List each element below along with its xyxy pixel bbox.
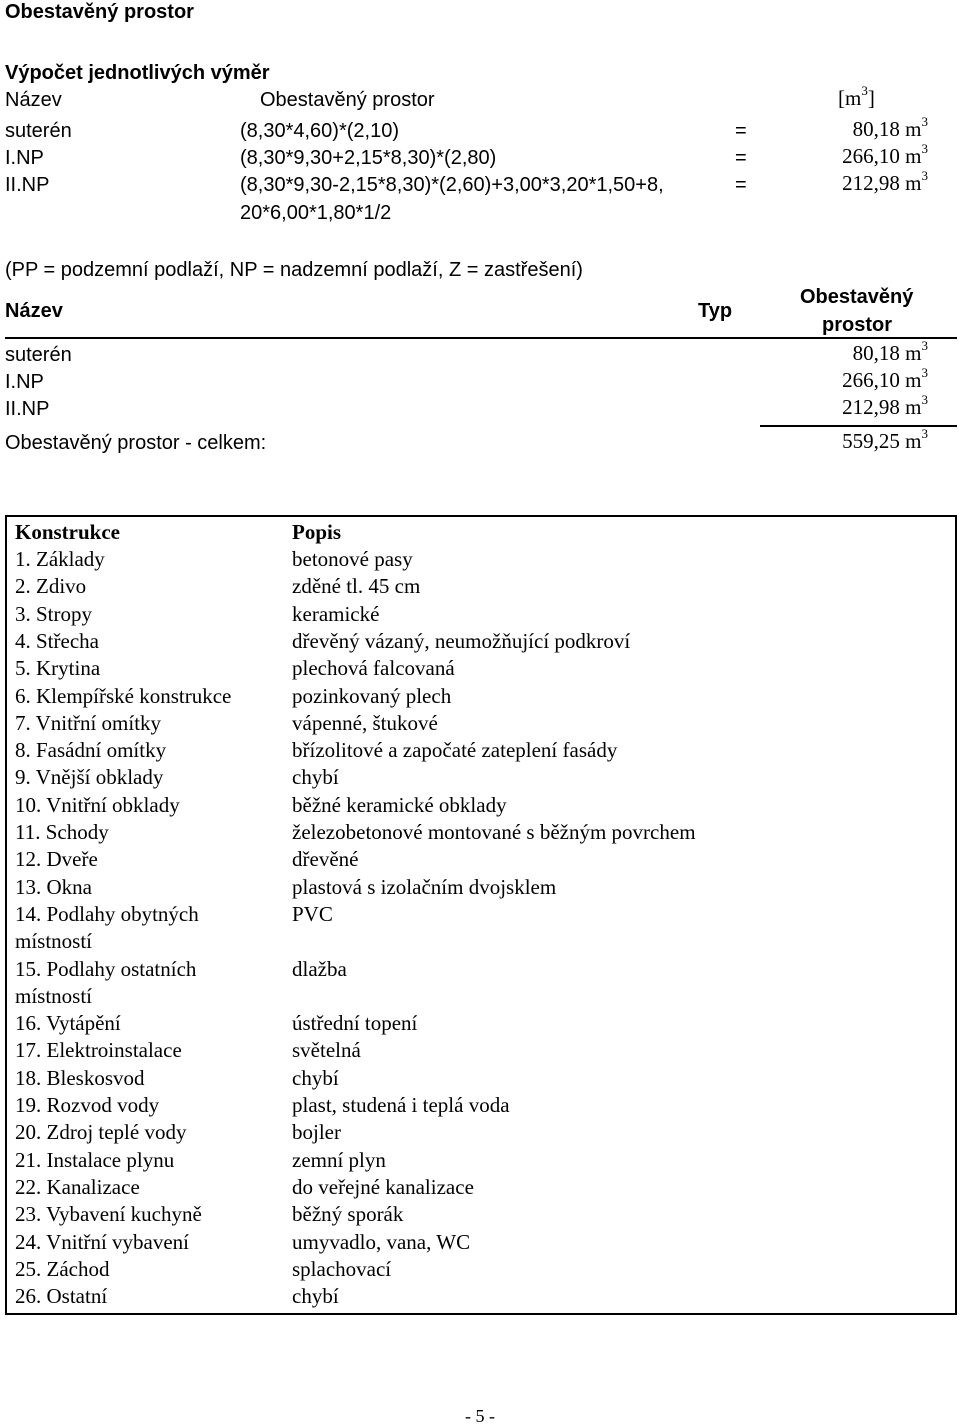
calc-row-value: 80,18 $m^3$: [852, 114, 928, 141]
construction-desc: běžný sporák: [292, 1202, 404, 1227]
construction-name: 17. Elektroinstalace: [15, 1038, 182, 1063]
calc-row-value: 212,98 $m^3$: [842, 168, 928, 195]
construction-desc: do veřejné kanalizace: [292, 1174, 474, 1199]
construction-name: 12. Dveře: [15, 847, 98, 872]
construction-name: 1. Základy: [15, 547, 105, 571]
construction-desc: vápenné, štukové: [292, 710, 438, 735]
construction-desc: dřevěný vázaný, neumožňující podkroví: [292, 628, 631, 653]
constructions-table: [5, 515, 957, 1315]
calc-header-name: Název: [5, 89, 62, 111]
summary-row-name: I.NP: [5, 371, 44, 393]
construction-name: 13. Okna: [15, 874, 92, 899]
construction-name: 3. Stropy: [15, 601, 93, 626]
construction-name: 16. Vytápění: [15, 1011, 121, 1036]
construction-desc: plastová s izolačním dvojsklem: [292, 874, 557, 899]
summary-row-name: suterén: [5, 344, 72, 366]
construction-name: 4. Střecha: [15, 628, 99, 653]
construction-name: 14. Podlahy obytných místností: [15, 901, 199, 953]
constructions-header-name: Konstrukce: [15, 520, 120, 544]
summary-row-value: 80,18 $m^3$: [852, 338, 928, 365]
construction-name: 20. Zdroj teplé vody: [15, 1120, 187, 1145]
construction-desc: dlažba: [292, 956, 347, 981]
construction-desc: splachovací: [292, 1256, 392, 1281]
calc-row-formula-cont: 20*6,00*1,80*1/2: [240, 202, 392, 224]
constructions-header-desc: Popis: [292, 520, 342, 544]
summary-header-name: Název: [5, 300, 63, 322]
calc-heading: Výpočet jednotlivých výměr: [5, 62, 270, 84]
summary-header-volume-line1: Obestavěný: [800, 286, 914, 308]
construction-name: 9. Vnější obklady: [15, 765, 164, 790]
construction-name: 18. Bleskosvod: [15, 1065, 145, 1090]
calc-row-name: II.NP: [5, 174, 50, 196]
summary-total-value: 559,25 $m^3$: [842, 426, 928, 453]
construction-name: 2. Zdivo: [15, 574, 87, 599]
page-title: Obestavěný prostor: [5, 1, 194, 23]
construction-desc: bojler: [292, 1120, 341, 1145]
summary-total-label: Obestavěný prostor - celkem:: [5, 432, 267, 454]
calc-header-formula: Obestavěný prostor: [260, 89, 435, 111]
construction-desc: chybí: [292, 1284, 339, 1309]
construction-desc: železobetonové montované s běžným povrchem: [292, 820, 696, 844]
summary-row-value: 212,98 $m^3$: [842, 392, 928, 419]
construction-desc: světelná: [292, 1038, 361, 1063]
calc-row-name: suterén: [5, 120, 72, 142]
calc-row-eq: =: [735, 147, 747, 169]
construction-desc: betonové pasy: [292, 547, 413, 571]
construction-desc: běžné keramické obklady: [292, 792, 507, 817]
construction-desc: plechová falcovaná: [292, 656, 455, 681]
construction-desc: chybí: [292, 1065, 339, 1090]
construction-name: 26. Ostatní: [15, 1284, 108, 1309]
summary-header-volume-line2: prostor: [822, 314, 892, 336]
calc-row-eq: =: [735, 120, 747, 142]
construction-name: 5. Krytina: [15, 656, 101, 681]
construction-name: 15. Podlahy ostatních místností: [15, 956, 197, 1008]
summary-row-name: II.NP: [5, 398, 50, 420]
construction-name: 22. Kanalizace: [15, 1174, 140, 1199]
construction-name: 6. Klempířské konstrukce: [15, 683, 232, 708]
page-number: - 5 -: [465, 1406, 495, 1426]
summary-header-type: Typ: [698, 300, 733, 322]
construction-desc: zděné tl. 45 cm: [292, 574, 421, 599]
construction-name: 25. Záchod: [15, 1256, 110, 1281]
calc-row-name: I.NP: [5, 147, 44, 169]
calc-header-unit: $[m^3]$: [838, 83, 875, 110]
construction-name: 21. Instalace plynu: [15, 1147, 175, 1172]
construction-name: 10. Vnitřní obklady: [15, 792, 180, 817]
construction-name: 19. Rozvod vody: [15, 1093, 160, 1117]
construction-desc: pozinkovaný plech: [292, 683, 452, 708]
construction-desc: keramické: [292, 601, 380, 626]
calc-row-value: 266,10 $m^3$: [842, 141, 928, 168]
calc-row-formula: (8,30*4,60)*(2,10): [240, 120, 399, 142]
calc-row-eq: =: [735, 174, 747, 196]
summary-row-value: 266,10 $m^3$: [842, 365, 928, 392]
construction-desc: zemní plyn: [292, 1147, 386, 1172]
construction-desc: chybí: [292, 765, 339, 790]
construction-desc: PVC: [292, 901, 333, 926]
construction-name: 23. Vybavení kuchyně: [15, 1202, 202, 1227]
summary-header-rule: [5, 337, 957, 339]
construction-name: 24. Vnitřní vybavení: [15, 1229, 190, 1254]
calc-row-formula: (8,30*9,30-2,15*8,30)*(2,60)+3,00*3,20*1,50+8,: [240, 174, 664, 196]
construction-name: 11. Schody: [15, 820, 109, 844]
construction-desc: umyvadlo, vana, WC: [292, 1229, 471, 1254]
construction-desc: ústřední topení: [292, 1011, 418, 1036]
construction-desc: břízolitové a započaté zateplení fasády: [292, 738, 618, 763]
construction-desc: dřevěné: [292, 847, 359, 872]
construction-name: 8. Fasádní omítky: [15, 738, 167, 763]
floor-legend: (PP = podzemní podlaží, NP = nadzemní podlaží, Z = zastřešení): [5, 259, 583, 281]
construction-name: 7. Vnitřní omítky: [15, 710, 162, 735]
construction-desc: plast, studená i teplá voda: [292, 1093, 510, 1117]
calc-row-formula: (8,30*9,30+2,15*8,30)*(2,80): [240, 147, 497, 169]
